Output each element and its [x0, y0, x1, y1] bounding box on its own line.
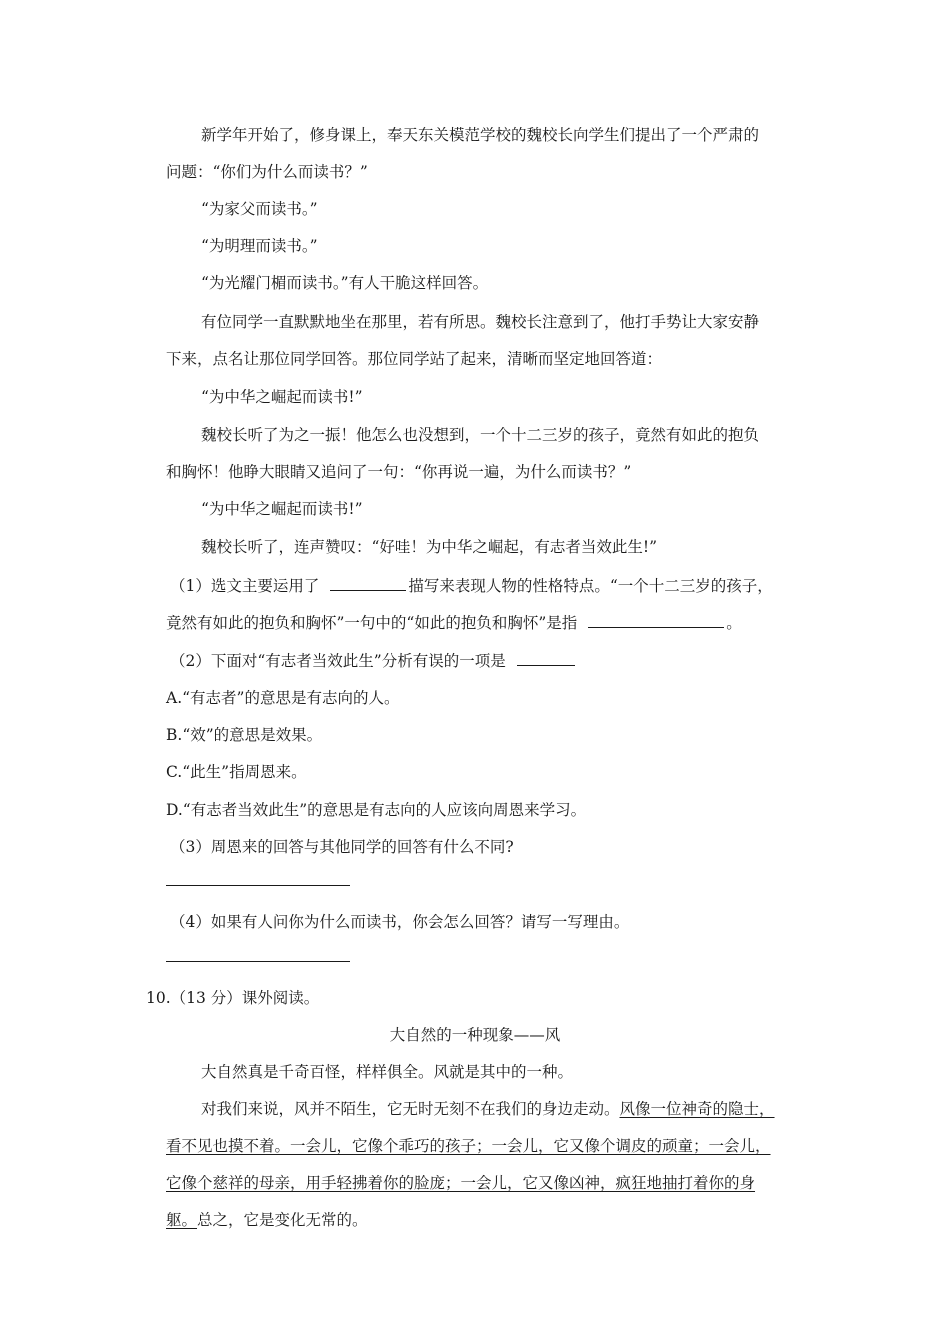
question-1-text: 竟然有如此的抱负和胸怀”一句中的“如此的抱负和胸怀”是指	[166, 614, 578, 632]
question-1-text: 描写来表现人物的性格特点。“一个十二三岁的孩子，	[408, 577, 773, 595]
option-d[interactable]: D.“有志者当效此生”的意思是有志向的人应该向周恩来学习。	[166, 801, 587, 819]
underlined-sentence: 躯。	[166, 1211, 198, 1229]
paragraph-line: 魏校长听了为之一振！他怎么也没想到，一个十二三岁的孩子，竟然有如此的抱负	[201, 426, 760, 444]
fill-blank[interactable]	[588, 612, 724, 628]
fill-blank[interactable]	[330, 575, 406, 591]
answer-line[interactable]	[166, 961, 350, 962]
paragraph-line	[166, 1210, 368, 1230]
paragraph-line: 有位同学一直默默地坐在那里，若有所思。魏校长注意到了，他打手势让大家安静	[201, 313, 760, 331]
question-3: （3）周恩来的回答与其他同学的回答有什么不同?	[170, 838, 514, 856]
underlined-sentence: 看不见也摸不着。一会儿，它像个乖巧的孩子；一会儿，它又像个调皮的顽童；一会儿，	[166, 1137, 771, 1155]
paragraph-line	[201, 1099, 775, 1119]
paragraph-text: 对我们来说，风并不陌生，它无时无刻不在我们的身边走动。	[201, 1100, 620, 1118]
paragraph-line: “为中华之崛起而读书!”	[201, 388, 363, 406]
paragraph-line: 下来，点名让那位同学回答。那位同学站了起来，清晰而坚定地回答道：	[166, 350, 663, 368]
question-1	[170, 575, 773, 596]
paragraph-line: 新学年开始了，修身课上，奉天东关模范学校的魏校长向学生们提出了一个严肃的	[201, 126, 760, 144]
underlined-sentence: 风像一位神奇的隐士，	[619, 1100, 775, 1118]
question-2-text: （2）下面对“有志者当效此生”分析有误的一项是	[170, 652, 506, 670]
paragraph-line: 大自然真是千奇百怪，样样俱全。风就是其中的一种。	[201, 1063, 574, 1081]
question-1-text: （1）选文主要运用了	[170, 577, 320, 595]
answer-line[interactable]	[166, 885, 350, 886]
paragraph-line: 和胸怀！他睁大眼睛又追问了一句：“你再说一遍，为什么而读书？”	[166, 463, 632, 481]
option-a[interactable]: A.“有志者”的意思是有志向的人。	[166, 689, 400, 707]
paragraph-line: “为家父而读书。”	[201, 200, 318, 218]
question-1-text: 。	[726, 614, 742, 632]
underlined-sentence: 它像个慈祥的母亲，用手轻拂着你的脸庞；一会儿，它又像凶神，疯狂地抽打着你的身	[166, 1174, 756, 1192]
paragraph-line: “为中华之崛起而读书!”	[201, 500, 363, 518]
paragraph-line: 魏校长听了，连声赞叹：“好哇！为中华之崛起，有志者当效此生!”	[201, 538, 658, 556]
paragraph-line: 问题：“你们为什么而读书？”	[166, 163, 368, 181]
section-heading: 10.（13 分）课外阅读。	[146, 989, 320, 1007]
question-4: （4）如果有人问你为什么而读书，你会怎么回答？请写一写理由。	[170, 913, 630, 931]
fill-blank[interactable]	[517, 650, 575, 666]
option-b[interactable]: B.“效”的意思是效果。	[166, 726, 323, 744]
question-1-line2	[166, 612, 742, 633]
paragraph-line: “为光耀门楣而读书。”有人干脆这样回答。	[201, 274, 489, 292]
paragraph-line: “为明理而读书。”	[201, 237, 318, 255]
article-title: 大自然的一种现象——风	[389, 1026, 561, 1044]
option-c[interactable]: C.“此生”指周恩来。	[166, 763, 307, 781]
paragraph-text: 总之，它是变化无常的。	[197, 1211, 368, 1229]
question-2	[170, 650, 575, 671]
